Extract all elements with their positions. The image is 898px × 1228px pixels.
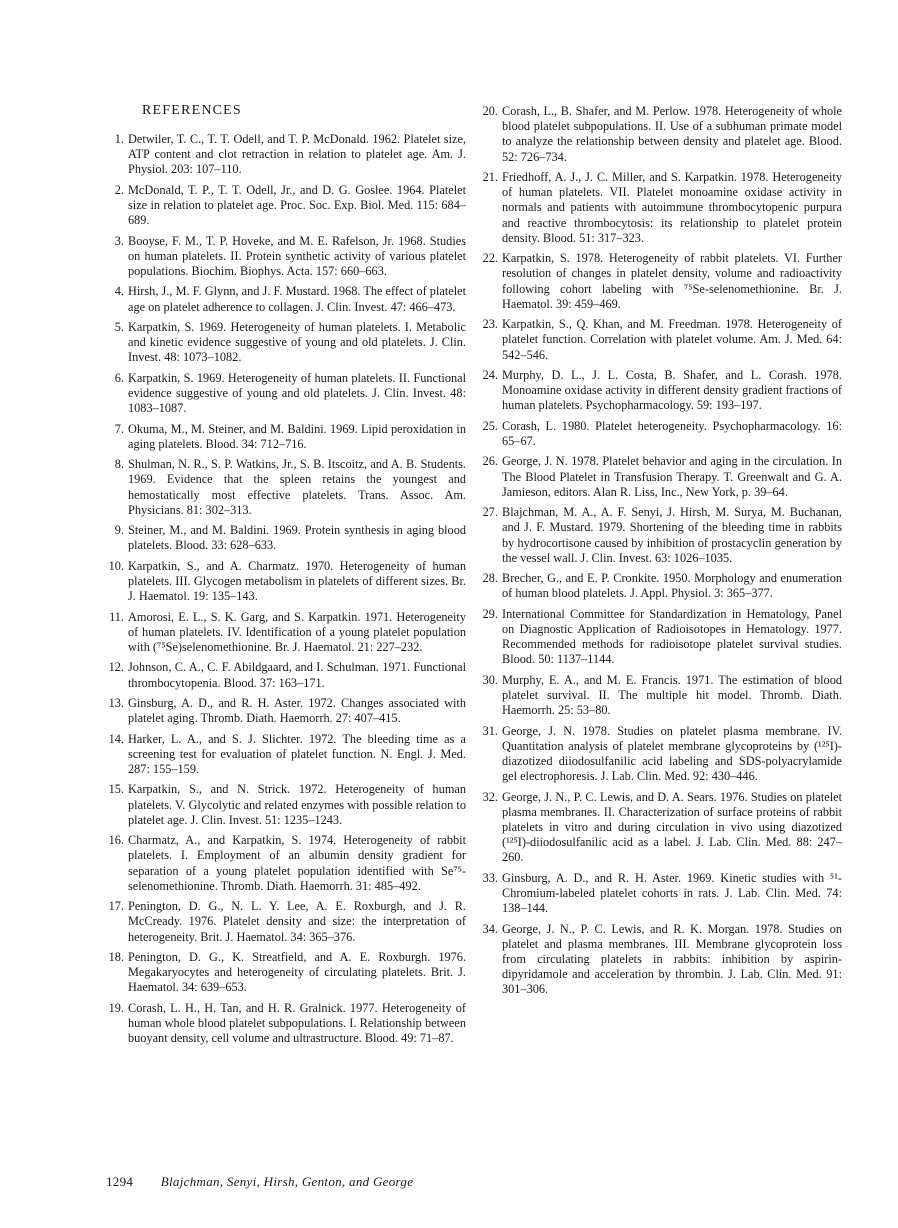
reference-text: Friedhoff, A. J., J. C. Miller, and S. Karpatkin. 1978. Heterogeneity of human platelets. VII. Platelet monoamine oxidase activity in normals and patients with autoimmune thrombocytopenic purpura and reactive thrombocytosis: its relationship to platelet protein density. Blood. 51: 317–323. (502, 170, 842, 245)
reference-number: 23. (482, 317, 498, 332)
reference-item (480, 505, 842, 566)
reference-item (106, 422, 466, 452)
reference-item (480, 104, 842, 165)
reference-item (106, 660, 466, 690)
reference-number: 17. (108, 899, 124, 914)
reference-text: Brecher, G., and E. P. Cronkite. 1950. Morphology and enumeration of human blood platelets. J. Appl. Physiol. 3: 365–377. (502, 571, 842, 601)
reference-number: 26. (482, 454, 498, 469)
reference-number: 27. (482, 505, 498, 520)
reference-item (106, 284, 466, 314)
reference-number: 20. (482, 104, 498, 118)
reference-number: 6. (114, 370, 124, 385)
reference-text: Amorosi, E. L., S. K. Garg, and S. Karpatkin. 1971. Heterogeneity of human platelets. IV. Identification of a young platelet population with (⁷⁵Se)selenomethionine. Br. J. Haematol. 21: 227–232. (128, 609, 466, 654)
right-column (480, 104, 842, 1003)
reference-text: Booyse, F. M., T. P. Hoveke, and M. E. Rafelson, Jr. 1968. Studies on human platelets. II. Protein synthetic activity of various platelet populations. Biochim. Biophys. Acta. 157: 660–663. (128, 233, 466, 278)
reference-number: 7. (114, 421, 124, 436)
reference-text: Murphy, D. L., J. L. Costa, B. Shafer, and L. Corash. 1978. Monoamine oxidase activity in different density gradient fractions of human platelets. Psychopharmacology. 59: 193–197. (502, 368, 842, 413)
reference-text: Corash, L., B. Shafer, and M. Perlow. 1978. Heterogeneity of whole blood platelet subpopulations. II. Use of a subhuman primate model to analyze the relationship between density and platelet age. Blood. 52: 726–734. (502, 104, 842, 164)
running-authors: Blajchman, Senyi, Hirsh, Genton, and George (160, 1174, 414, 1189)
reference-item (106, 371, 466, 417)
reference-item (480, 673, 842, 719)
reference-number: 30. (482, 672, 498, 687)
reference-number: 4. (114, 284, 124, 299)
reference-number: 10. (108, 558, 124, 573)
reference-text: Corash, L. 1980. Platelet heterogeneity. Psychopharmacology. 16: 65–67. (502, 418, 842, 448)
reference-text: Ginsburg, A. D., and R. H. Aster. 1969. Kinetic studies with ⁵¹-Chromium-labeled platelet cohorts in rats. J. Lab. Clin. Med. 74: 138–144. (502, 870, 842, 916)
reference-number: 2. (114, 182, 124, 197)
page-footer (106, 1174, 413, 1190)
reference-number: 22. (482, 251, 498, 266)
reference-number: 29. (482, 606, 498, 621)
reference-text: Blajchman, M. A., A. F. Senyi, J. Hirsh, M. Surya, M. Buchanan, and J. F. Mustard. 1979. Shortening of the bleeding time in rabbits by hydrocortisone caused by inhibition of prostacyclin generation by the vessel wall. J. Clin. Invest. 63: 1026–1035. (502, 505, 842, 565)
reference-number: 16. (108, 833, 124, 848)
reference-text: International Committee for Standardization in Hematology, Panel on Diagnostic Application of Radioisotopes in Hematology. 1977. Recommended methods for radioisotope platelet survival studies. Blood. 50: 1137–1144. (502, 606, 842, 667)
page-number: 1294 (106, 1174, 134, 1189)
reference-text: Karpatkin, S. 1969. Heterogeneity of human platelets. I. Metabolic and kinetic evidence suggestive of young and old platelets. J. Clin. Invest. 48: 1073–1082. (128, 319, 466, 365)
reference-item (106, 320, 466, 366)
reference-text: Johnson, C. A., C. F. Abildgaard, and I. Schulman. 1971. Functional thrombocytopenia. Blood. 37: 163–171. (128, 660, 466, 690)
reference-text: George, J. N. 1978. Studies on platelet plasma membrane. IV. Quantitation analysis of platelet membrane glycoproteins by (¹²⁵I)-diazotized diiodosulfanilic acid labeling and SDS-polyacrylamide gel electrophoresis. J. Lab. Clin. Med. 92: 430–446. (502, 723, 842, 784)
reference-text: Steiner, M., and M. Baldini. 1969. Protein synthesis in aging blood platelets. Blood. 33: 628–633. (128, 523, 466, 553)
reference-number: 13. (108, 695, 124, 710)
reference-text: Murphy, E. A., and M. E. Francis. 1971. The estimation of blood platelet survival. II. The multiple hit model. Thromb. Diath. Haemorrh. 25: 53–80. (502, 672, 842, 718)
reference-item (480, 368, 842, 414)
reference-text: Corash, L. H., H. Tan, and H. R. Gralnick. 1977. Heterogeneity of human whole blood platelet subpopulations. I. Relationship between buoyant density, cell volume and ultrastructure. Blood. 49: 71–87. (128, 1000, 466, 1046)
reference-item (480, 871, 842, 917)
reference-item (106, 782, 466, 828)
reference-item (480, 571, 842, 601)
reference-text: Penington, D. G., K. Streatfield, and A. E. Roxburgh. 1976. Megakaryocytes and heterogeneity of circulating platelets. Brit. J. Haematol. 34: 639–653. (128, 949, 466, 995)
reference-number: 8. (114, 457, 124, 472)
reference-text: Karpatkin, S., Q. Khan, and M. Freedman. 1978. Heterogeneity of platelet function. Correlation with platelet volume. Am. J. Med. 64: 542–546. (502, 317, 842, 362)
reference-number: 24. (482, 368, 498, 382)
reference-text: George, J. N., P. C. Lewis, and D. A. Sears. 1976. Studies on platelet plasma membranes. II. Characterization of surface proteins of rabbit platelets in vitro and during circulation in vivo using diazotized (¹²⁵I)-diiodosulfanilic acid as a label. J. Lab. Clin. Med. 88: 247–260. (502, 789, 842, 865)
reference-item (106, 732, 466, 778)
reference-number: 1. (114, 132, 124, 146)
reference-number: 28. (482, 571, 498, 586)
reference-text: Karpatkin, S. 1969. Heterogeneity of human platelets. II. Functional evidence suggestive of young and old platelets. J. Clin. Invest. 48: 1083–1087. (128, 370, 466, 416)
reference-item (106, 833, 466, 894)
reference-number: 3. (114, 233, 124, 248)
reference-number: 31. (482, 723, 498, 738)
reference-text: Okuma, M., M. Steiner, and M. Baldini. 1969. Lipid peroxidation in aging platelets. Blood. 34: 712–716. (128, 421, 466, 451)
reference-number: 18. (108, 949, 124, 964)
reference-item (480, 419, 842, 449)
left-reference-list (106, 132, 466, 1046)
reference-text: George, J. N. 1978. Platelet behavior and aging in the circulation. In The Blood Platelet in Transfusion Therapy. T. Greenwalt and G. A. Jamieson, editors. Alan R. Liss, Inc., New York, p. 39–64. (502, 454, 842, 499)
reference-text: Ginsburg, A. D., and R. H. Aster. 1972. Changes associated with platelet aging. Thromb. Diath. Haemorrh. 27: 407–415. (128, 695, 466, 726)
references-heading: REFERENCES (142, 103, 242, 118)
reference-text: Hirsh, J., M. F. Glynn, and J. F. Mustard. 1968. The effect of platelet age on platelet adherence to collagen. J. Clin. Invest. 47: 466–473. (128, 284, 466, 314)
reference-number: 15. (108, 782, 124, 797)
reference-number: 12. (108, 660, 124, 675)
reference-item (106, 523, 466, 553)
reference-item (106, 559, 466, 605)
reference-item (480, 724, 842, 785)
reference-text: Karpatkin, S. 1978. Heterogeneity of rabbit platelets. VI. Further resolution of changes in platelet density, volume and radioactivity following cohort labeling with ⁷⁵Se-selenomethionine. Br. J. Haematol. 39: 459–469. (502, 251, 842, 311)
reference-item (480, 607, 842, 668)
reference-item (106, 132, 466, 178)
reference-item (480, 922, 842, 998)
reference-item (106, 899, 466, 945)
reference-text: Detwiler, T. C., T. T. Odell, and T. P. McDonald. 1962. Platelet size, ATP content and clot retraction in relation to platelet age. Am. J. Physiol. 203: 107–110. (128, 132, 466, 177)
reference-text: Penington, D. G., N. L. Y. Lee, A. E. Roxburgh, and J. R. McCready. 1976. Platelet density and size: the interpretation of heterogeneity. Brit. J. Haematol. 34: 365–376. (128, 899, 466, 944)
reference-number: 34. (482, 921, 498, 936)
left-column (106, 132, 466, 1052)
reference-text: Karpatkin, S., and A. Charmatz. 1970. Heterogeneity of human platelets. III. Glycogen metabolism in platelets of different sizes. Br. J. Haematol. 19: 135–143. (128, 558, 466, 604)
reference-item (480, 317, 842, 363)
reference-item (106, 610, 466, 656)
reference-number: 14. (108, 731, 124, 746)
right-reference-list (480, 104, 842, 998)
reference-number: 21. (482, 170, 498, 184)
reference-text: Harker, L. A., and S. J. Slichter. 1972. The bleeding time as a screening test for evaluation of platelet function. N. Engl. J. Med. 287: 155–159. (128, 731, 466, 776)
reference-item (480, 790, 842, 866)
reference-text: Charmatz, A., and Karpatkin, S. 1974. Heterogeneity of rabbit platelets. I. Employment of an albumin density gradient for separation of a young platelet population identified with Se⁷⁵-selenomethionine. Thromb. Diath. Haemorrh. 31: 485–492. (128, 833, 466, 893)
reference-number: 5. (114, 319, 124, 334)
reference-number: 11. (109, 609, 124, 624)
reference-item (480, 454, 842, 500)
reference-item (106, 1001, 466, 1047)
reference-text: Karpatkin, S., and N. Strick. 1972. Heterogeneity of human platelets. V. Glycolytic and related enzymes with possible relation to platelet age. J. Clin. Invest. 51: 1235–1243. (128, 782, 466, 827)
reference-item (106, 950, 466, 996)
reference-item (106, 457, 466, 518)
reference-item (106, 234, 466, 280)
reference-item (480, 170, 842, 246)
reference-number: 19. (108, 1000, 124, 1015)
reference-number: 32. (482, 789, 498, 804)
reference-text: George, J. N., P. C. Lewis, and R. K. Morgan. 1978. Studies on platelet and plasma membranes. III. Membrane glycoprotein loss from circulating platelets in rabbits: inhibition by aspirin-dipyridamole and acceleration by thrombin. J. Lab. Clin. Med. 91: 301–306. (502, 921, 842, 997)
reference-item (106, 696, 466, 726)
reference-item (480, 251, 842, 312)
reference-number: 33. (482, 870, 498, 885)
reference-number: 9. (114, 523, 124, 538)
reference-number: 25. (482, 418, 498, 433)
reference-text: Shulman, N. R., S. P. Watkins, Jr., S. B. Itscoitz, and A. B. Students. 1969. Evidence that the spleen retains the youngest and hemostatically most effective platelets. Trans. Assoc. Am. Physicians. 81: 302–313. (128, 457, 466, 517)
reference-item (106, 183, 466, 229)
reference-text: McDonald, T. P., T. T. Odell, Jr., and D. G. Goslee. 1964. Platelet size in relation to platelet age. Proc. Soc. Exp. Biol. Med. 115: 684–689. (128, 182, 466, 228)
